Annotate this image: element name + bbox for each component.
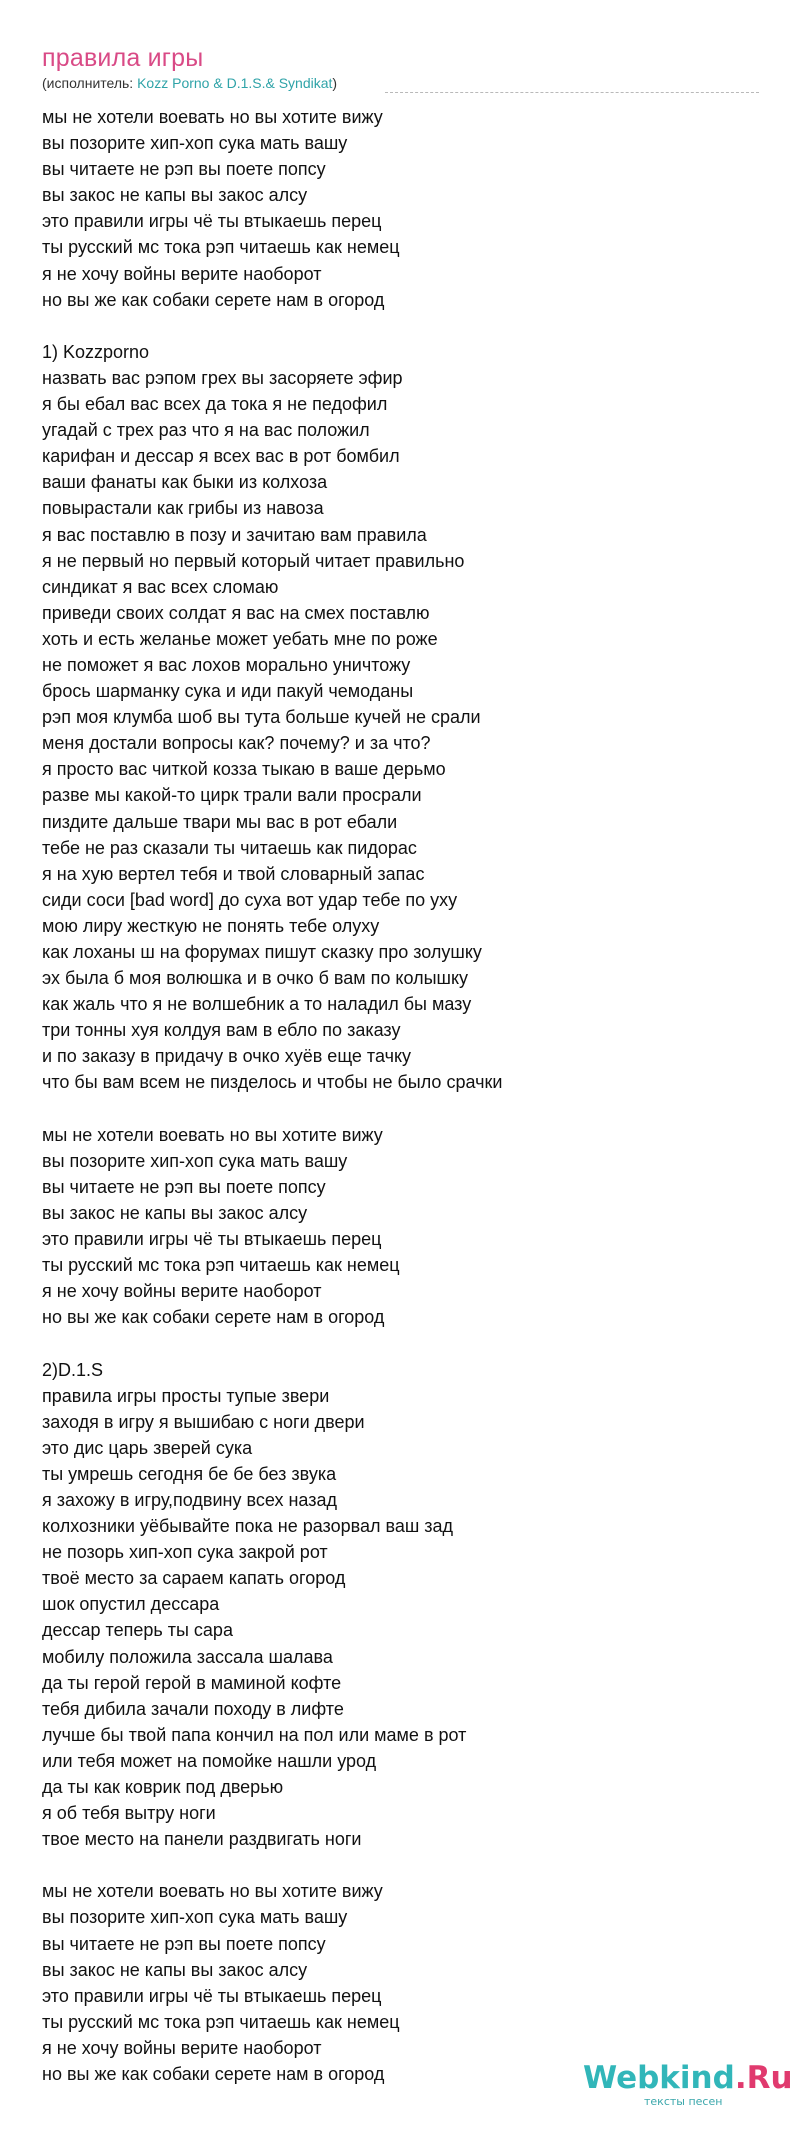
lyric-blank-line [42, 1096, 762, 1122]
logo-wordmark [583, 2058, 793, 2098]
lyric-line: мы не хотели воевать но вы хотите вижу [42, 1124, 383, 1145]
lyric-line: вы читаете не рэп вы поете попсу [42, 159, 326, 180]
lyric-line: вы позорите хип-хоп сука мать вашу [42, 133, 348, 154]
lyric-line: дессар теперь ты сара [42, 1620, 233, 1641]
lyric-line: я захожу в игру,подвину всех назад [42, 1489, 337, 1510]
lyric-line: эх была б моя волюшка и в очко б вам по колышку [42, 968, 469, 989]
lyric-line: колхозники уёбывайте пока не разорвал ваш зад [42, 1516, 454, 1537]
lyric-line: это правили игры чё ты втыкаешь перец [42, 211, 382, 232]
lyric-line: ты русский мс тока рэп читаешь как немец [42, 1255, 400, 1276]
lyric-line: да ты герой герой в маминой кофте [42, 1672, 342, 1693]
artist-link[interactable]: Kozz Porno & D.1.S.& Syndikat [137, 75, 333, 91]
lyric-line: ты русский мс тока рэп читаешь как немец [42, 2011, 400, 2032]
lyric-line: я не первый но первый который читает правильно [42, 550, 465, 571]
lyric-line: сиди соси [bad word] до суха вот удар тебе по уху [42, 889, 458, 910]
lyric-line: угадай с трех раз что я на вас положил [42, 420, 370, 441]
lyric-line: я просто вас читкой козза тыкаю в ваше дерьмо [42, 759, 446, 780]
logo-tagline: тексты песен [644, 2095, 723, 2108]
lyric-line: но вы же как собаки серете нам в огород [42, 1307, 385, 1328]
lyric-line: я на хую вертел тебя и твой словарный запас [42, 863, 425, 884]
lyric-line: это дис царь зверей сука [42, 1437, 253, 1458]
lyric-line: что бы вам всем не пизделось и чтобы не было срачки [42, 1072, 503, 1093]
lyric-line: ты русский мс тока рэп читаешь как немец [42, 237, 400, 258]
lyric-line: разве мы какой-то цирк трали вали просрали [42, 785, 422, 806]
site-logo[interactable] [583, 2058, 793, 2118]
lyric-line: вы позорите хип-хоп сука мать вашу [42, 1150, 348, 1171]
lyric-blank-line [42, 313, 762, 339]
lyric-line: я бы ебал вас всех да тока я не педофил [42, 394, 388, 415]
lyric-line: как лоханы ш на форумах пишут сказку про золушку [42, 942, 482, 962]
lyric-line: но вы же как собаки серете нам в огород [42, 289, 385, 310]
lyric-line: я об тебя вытру ноги [42, 1803, 216, 1824]
lyric-line: и по заказу в придачу в очко хуёв еще тачку [42, 1046, 412, 1067]
lyric-line: это правили игры чё ты втыкаешь перец [42, 1985, 382, 2006]
lyric-line: вы закос не капы вы закос алсу [42, 1202, 308, 1223]
lyric-line: или тебя может на помойке нашли урод [42, 1750, 377, 1771]
lyric-line: мы не хотели воевать но вы хотите вижу [42, 1881, 383, 1902]
lyric-line: лучше бы твой папа кончил на пол или маме в рот [42, 1724, 467, 1745]
lyric-line: не позорь хип-хоп сука закрой рот [42, 1542, 328, 1563]
lyric-line: как жаль что я не волшебник а то наладил бы мазу [42, 994, 472, 1015]
lyric-line: твое место на панели раздвигать ноги [42, 1829, 362, 1850]
lyric-line: твоё место за сараем капать огород [42, 1568, 346, 1589]
lyric-line: вы читаете не рэп вы поете попсу [42, 1933, 326, 1954]
logo-tld: .Ru [734, 2060, 793, 2096]
lyric-line: не поможет я вас лохов морально уничтожу [42, 654, 411, 675]
lyric-line: карифан и дессар я всех вас в рот бомбил [42, 446, 400, 467]
lyric-line: три тонны хуя колдуя вам в ебло по заказу [42, 1020, 401, 1041]
lyric-line: ты умрешь сегодня бе бе без звука [42, 1463, 337, 1484]
lyric-blank-line [42, 1852, 762, 1878]
song-title: правила игры [42, 44, 204, 72]
lyric-line: вы позорите хип-хоп сука мать вашу [42, 1907, 348, 1928]
lyric-line: да ты как коврик под дверью [42, 1777, 284, 1797]
lyrics-body [42, 104, 762, 2087]
lyric-line: синдикат я вас всех сломаю [42, 576, 279, 597]
artist-suffix: ) [332, 75, 338, 91]
lyric-line: мою лиру жесткую не понять тебе олуху [42, 915, 380, 936]
lyric-line: 2)D.1.S [42, 1359, 104, 1380]
lyric-line: мы не хотели воевать но вы хотите вижу [42, 107, 383, 127]
artist-prefix: (исполнитель: [42, 75, 138, 91]
lyric-line: брось шарманку сука и иди пакуй чемоданы [42, 681, 414, 702]
lyric-line: заходя в игру я вышибаю с ноги двери [42, 1411, 365, 1432]
lyric-line: это правили игры чё ты втыкаешь перец [42, 1229, 382, 1250]
dashed-divider [385, 92, 759, 93]
lyric-line: вы закос не капы вы закос алсу [42, 185, 308, 206]
lyric-line: шок опустил дессара [42, 1594, 220, 1615]
lyric-line: я вас поставлю в позу и зачитаю вам правила [42, 524, 427, 545]
lyric-line: приведи своих солдат я вас на смех поставлю [42, 602, 430, 623]
lyric-line: тебя дибила зачали походу в лифте [42, 1698, 344, 1719]
logo-name: Webkind [583, 2060, 735, 2096]
lyric-line: вы читаете не рэп вы поете попсу [42, 1176, 326, 1197]
lyric-line: ваши фанаты как быки из колхоза [42, 472, 328, 493]
lyric-line: 1) Kozzporno [42, 341, 150, 362]
lyric-line: правила игры просты тупые звери [42, 1385, 330, 1406]
lyric-line: я не хочу войны верите наоборот [42, 2037, 322, 2058]
lyric-line: я не хочу войны верите наоборот [42, 1281, 322, 1302]
lyric-line: повырастали как грибы из навоза [42, 498, 324, 519]
lyric-line: назвать вас рэпом грех вы засоряете эфир [42, 367, 403, 388]
lyric-line: я не хочу войны верите наоборот [42, 263, 322, 284]
lyric-blank-line [42, 1330, 762, 1356]
lyric-line: рэп моя клумба шоб вы тута больше кучей не срали [42, 707, 481, 728]
lyric-line: но вы же как собаки серете нам в огород [42, 2064, 385, 2085]
lyric-line: тебе не раз сказали ты читаешь как пидорас [42, 837, 417, 858]
artist-line [42, 73, 337, 93]
lyric-line: хоть и есть желанье может уебать мне по роже [42, 628, 438, 649]
lyric-line: пиздите дальше твари мы вас в рот ебали [42, 811, 398, 832]
lyric-line: мобилу положила зассала шалава [42, 1646, 333, 1667]
lyric-line: меня достали вопросы как? почему? и за что? [42, 733, 431, 754]
lyric-line: вы закос не капы вы закос алсу [42, 1959, 308, 1980]
